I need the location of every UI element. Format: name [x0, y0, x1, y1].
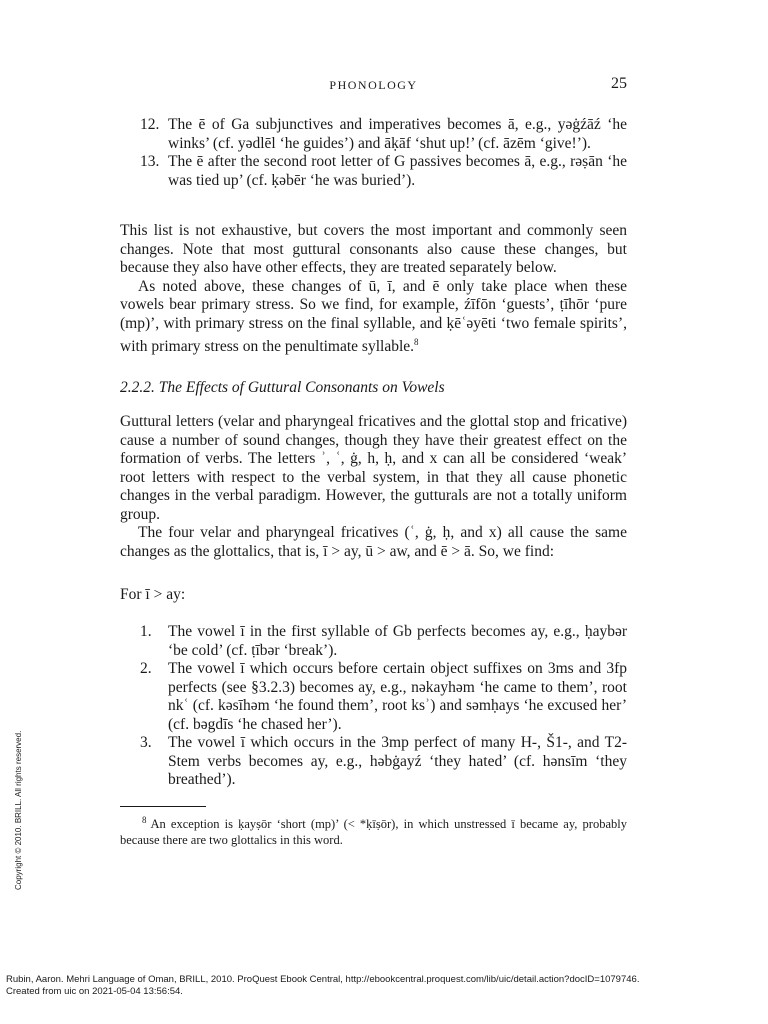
- footnote: [120, 813, 627, 848]
- bottom-numbered-list: [140, 623, 627, 790]
- citation-footer: [6, 974, 746, 997]
- citation-line: Created from uic on 2021-05-04 13:56:54.: [6, 985, 183, 997]
- list-intro: For ī > ay:: [120, 586, 186, 603]
- paragraph: Guttural letters (velar and pharyngeal fricatives and the glottal stop and fricative) cause a number of sound changes, though they have their greatest effect on the formation of verbs. The letters ʾ, ʿ, ġ, h, ḥ, and x can all be considered ‘weak’ root letters with respect to the verbal system, in that they all cause phonetic changes in the verbal paradigm. However, the gutturals are not a totally uniform group.: [120, 413, 627, 523]
- list-item-number: 12.: [140, 116, 160, 133]
- list-item-text: The vowel ī which occurs in the 3mp perfect of many H-, Š1-, and T2-Stem verbs becomes ay, e.g., həbġayź ‘they hated’ (cf. hənsīm ‘they breathed’).: [168, 734, 627, 788]
- footnote-mark: 8: [142, 815, 147, 825]
- list-item-text: The vowel ī in the first syllable of Gb perfects becomes ay, e.g., ḥaybər ‘be cold’ (cf. ṭībər ‘break’).: [168, 623, 627, 659]
- list-item-text: The vowel ī which occurs before certain object suffixes on 3ms and 3fp perfects (see §3.2.3) becomes ay, e.g., nəkayhəm ‘he came to them’, root nkʿ (cf. kəsīhəm ‘he found them’, root ksʾ) and səmḥays ‘he excused her’ (cf. bəgdīs ‘he chased her’).: [168, 660, 627, 733]
- footnote-divider: [120, 806, 206, 807]
- list-item-number: 3.: [140, 734, 152, 751]
- list-item: [140, 153, 627, 190]
- section-heading: 2.2.2. The Effects of Guttural Consonants on Vowels: [120, 379, 445, 396]
- list-item-number: 1.: [140, 623, 152, 640]
- list-item: [140, 116, 627, 153]
- paragraph: As noted above, these changes of ū, ī, and ē only take place when these vowels bear primary stress. So we find, for example, źīfōn ‘guests’, ṭīhōr ‘pure (mp)’, with primary stress on the final syllable, and ḳēʿəyēti ‘two female spirits’, with primary stress on the penultimate syllable.$^8$: [120, 277, 627, 356]
- list-item-number: 13.: [140, 153, 160, 170]
- list-item-number: 2.: [140, 660, 152, 677]
- top-numbered-list: [140, 116, 627, 190]
- side-copyright-notice: [14, 730, 23, 890]
- list-item-text: The ē of Ga subjunctives and imperatives becomes ā, e.g., yəġźāź ‘he winks’ (cf. yədlēl ‘he guides’) and āḳāf ‘shut up!’ (cf. āzēm ‘give!’).: [168, 116, 627, 152]
- running-head: [120, 75, 627, 98]
- page-number: 25: [611, 75, 627, 92]
- paragraph: This list is not exhaustive, but covers the most important and commonly seen changes. Note that most guttural consonants also cause these changes, but because they also have other effects, they are treated separately below.: [120, 222, 627, 276]
- list-item: [140, 623, 627, 660]
- running-title: PHONOLOGY: [329, 78, 418, 92]
- list-item: [140, 734, 627, 790]
- list-item-text: The ē after the second root letter of G passives becomes ā, e.g., rəṣān ‘he was tied up’ (cf. ḳəbēr ‘he was buried’).: [168, 153, 627, 189]
- footnote-text: An exception is ḳayṣōr ‘short (mp)’ (< *ḳīṣōr), in which unstressed ī became ay, probably because there are two glottalics in this word.: [120, 817, 627, 847]
- list-item: [140, 660, 627, 734]
- citation-line: Rubin, Aaron. Mehri Language of Oman, BRILL, 2010. ProQuest Ebook Central, http://ebookcentral.proquest.com/lib/uic/detail.action?docID=1079746.: [6, 974, 640, 985]
- body-text-lower: [120, 413, 627, 561]
- footnote-reference[interactable]: 8: [414, 337, 419, 347]
- paragraph: The four velar and pharyngeal fricatives (ʿ, ġ, ḥ, and x) all cause the same changes as the glottalics, that is, ī > ay, ū > aw, and ē > ā. So, we find:: [120, 524, 627, 560]
- body-text-upper: [120, 222, 627, 357]
- copyright-text: Copyright © 2010. BRILL. All rights reserved.: [14, 730, 23, 890]
